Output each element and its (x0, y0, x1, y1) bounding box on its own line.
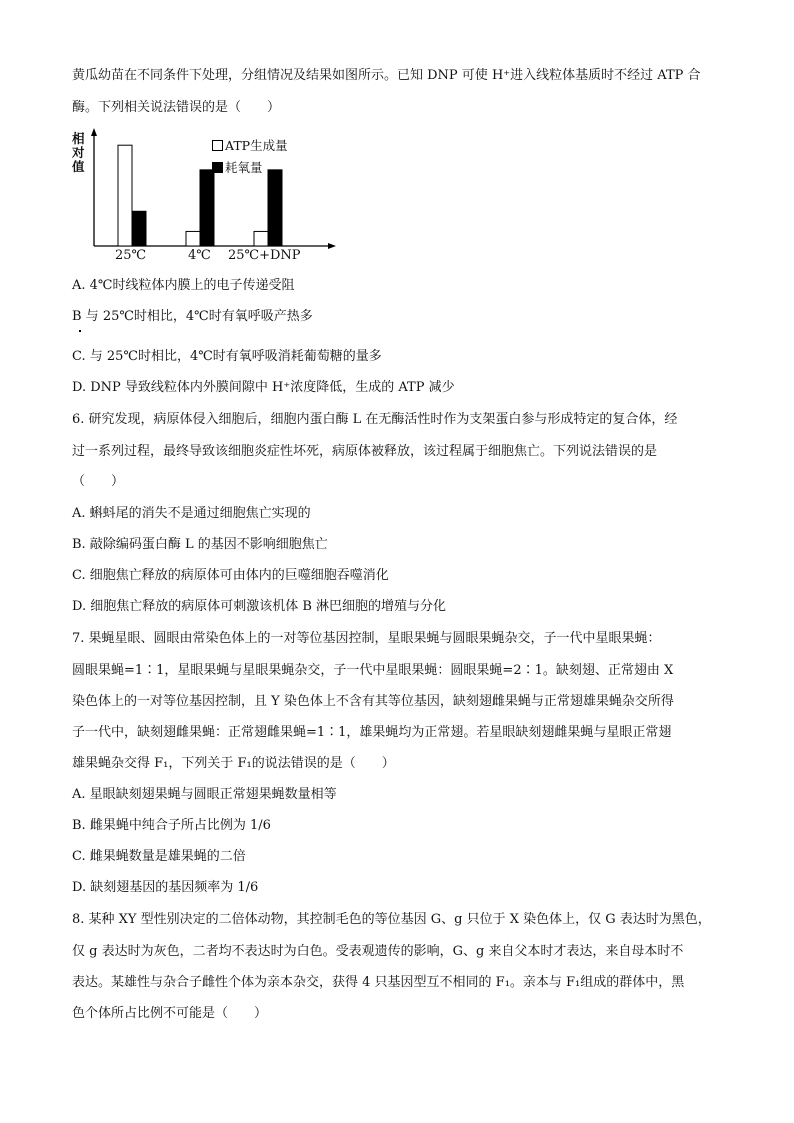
q8-stem-line4: 色个体所占比例不可能是（ ） (72, 1006, 268, 1021)
legend-label-atp: ATP生成量 (225, 138, 288, 153)
q6-option-d: D. 细胞焦亡释放的病原体可刺激该机体 B 淋巴细胞的增殖与分化 (72, 599, 447, 614)
bar-oxygen-2 (200, 170, 214, 246)
bar-oxygen-1 (132, 211, 146, 246)
q5-option-c: C. 与 25℃时相比，4℃时有氧呼吸消耗葡萄糖的量多 (72, 349, 382, 364)
q7-stem-line3: 染色体上的一对等位基因控制，且 Y 染色体上不含有其等位基因，缺刻翅雌果蝇与正常翅雄果蝇杂交所得 (72, 694, 674, 709)
q7-option-a: A. 星眼缺刻翅果蝇与圆眼正常翅果蝇数量相等 (72, 787, 337, 802)
q5-option-a: A. 4℃时线粒体内膜上的电子传递受阻 (72, 278, 295, 293)
bar-atp-2 (186, 231, 200, 246)
q7-option-b: B. 雌果蝇中纯合子所占比例为 1/6 (72, 818, 271, 833)
q8-stem-line2: 仅 g 表达时为灰色，二者均不表达时为白色。受表观遗传的影响，G、g 来自父本时才表达，来自母本时不 (72, 944, 684, 959)
x-tick-label: 4℃ (188, 248, 211, 263)
q5-option-d: D. DNP 导致线粒体内外膜间隙中 H⁺浓度降低，生成的 ATP 减少 (72, 380, 455, 395)
q7-stem-line2: 圆眼果蝇=1∶1，星眼果蝇与星眼果蝇杂交，子一代中星眼果蝇：圆眼果蝇=2∶1。缺刻翅、正常翅由 X (72, 663, 674, 678)
stray-dot (79, 330, 81, 332)
q6-stem-line3: （ ） (72, 474, 125, 489)
bar-atp-3 (254, 231, 268, 246)
legend-label-oxygen: 耗氧量 (225, 160, 263, 175)
q5-stem-line2: 酶。下列相关说法错误的是（ ） (72, 100, 281, 115)
y-axis-arrow (91, 128, 97, 136)
q5-option-b: B 与 25℃时相比，4℃时有氧呼吸产热多 (72, 309, 313, 324)
x-tick-label: 25℃ (115, 248, 147, 263)
chart-plot (72, 128, 342, 268)
q7-option-d: D. 缺刻翅基因的基因频率为 1/6 (72, 880, 259, 895)
q6-stem-line1: 6. 研究发现，病原体侵入细胞后，细胞内蛋白酶 L 在无酶活性时作为支架蛋白参与形成特定的复合体，经 (72, 412, 678, 427)
q6-option-c: C. 细胞焦亡释放的病原体可由体内的巨噬细胞吞噬消化 (72, 568, 389, 583)
legend-atp (212, 136, 288, 154)
q6-stem-line2: 过一系列过程，最终导致该细胞炎症性坏死，病原体被释放，该过程属于细胞焦亡。下列说法错误的是 (72, 444, 658, 459)
q6-option-b: B. 敲除编码蛋白酶 L 的基因不影响细胞焦亡 (72, 537, 328, 552)
q6-option-a: A. 蝌蚪尾的消失不是通过细胞焦亡实现的 (72, 506, 311, 521)
x-tick-label: 25℃+DNP (228, 248, 301, 263)
q8-stem-line3: 表达。某雄性与杂合子雌性个体为亲本杂交，获得 4 只基因型互不相同的 F₁。亲本与 F₁组成的群体中，黑 (72, 975, 685, 990)
bar-oxygen-3 (268, 170, 282, 246)
q8-stem-line1: 8. 某种 XY 型性别决定的二倍体动物，其控制毛色的等位基因 G、g 只位于 X 染色体上，仅 G 表达时为黑色， (72, 912, 711, 927)
bar-atp-1 (118, 145, 132, 246)
q7-stem-line4: 子一代中，缺刻翅雌果蝇：正常翅雌果蝇=1∶1，雄果蝇均为正常翅。若星眼缺刻翅雌果蝇与星眼正常翅 (72, 725, 672, 740)
legend-swatch-atp (212, 140, 223, 151)
q5-stem-line1: 黄瓜幼苗在不同条件下处理，分组情况及结果如图所示。已知 DNP 可使 H⁺进入线粒体基质时不经过 ATP 合 (72, 68, 701, 83)
q7-stem-line5: 雄果蝇杂交得 F₁，下列关于 F₁的说法错误的是（ ） (72, 756, 395, 771)
bar-chart (72, 128, 342, 268)
chart-ylabel: 相对值 (72, 131, 85, 174)
legend-oxygen (212, 158, 263, 176)
legend-swatch-oxygen (212, 162, 223, 173)
q7-option-c: C. 雌果蝇数量是雄果蝇的二倍 (72, 849, 246, 864)
q7-stem-line1: 7. 果蝇星眼、圆眼由常染色体上的一对等位基因控制，星眼果蝇与圆眼果蝇杂交，子一代中星眼果蝇： (72, 631, 661, 646)
x-axis-arrow (328, 243, 336, 249)
